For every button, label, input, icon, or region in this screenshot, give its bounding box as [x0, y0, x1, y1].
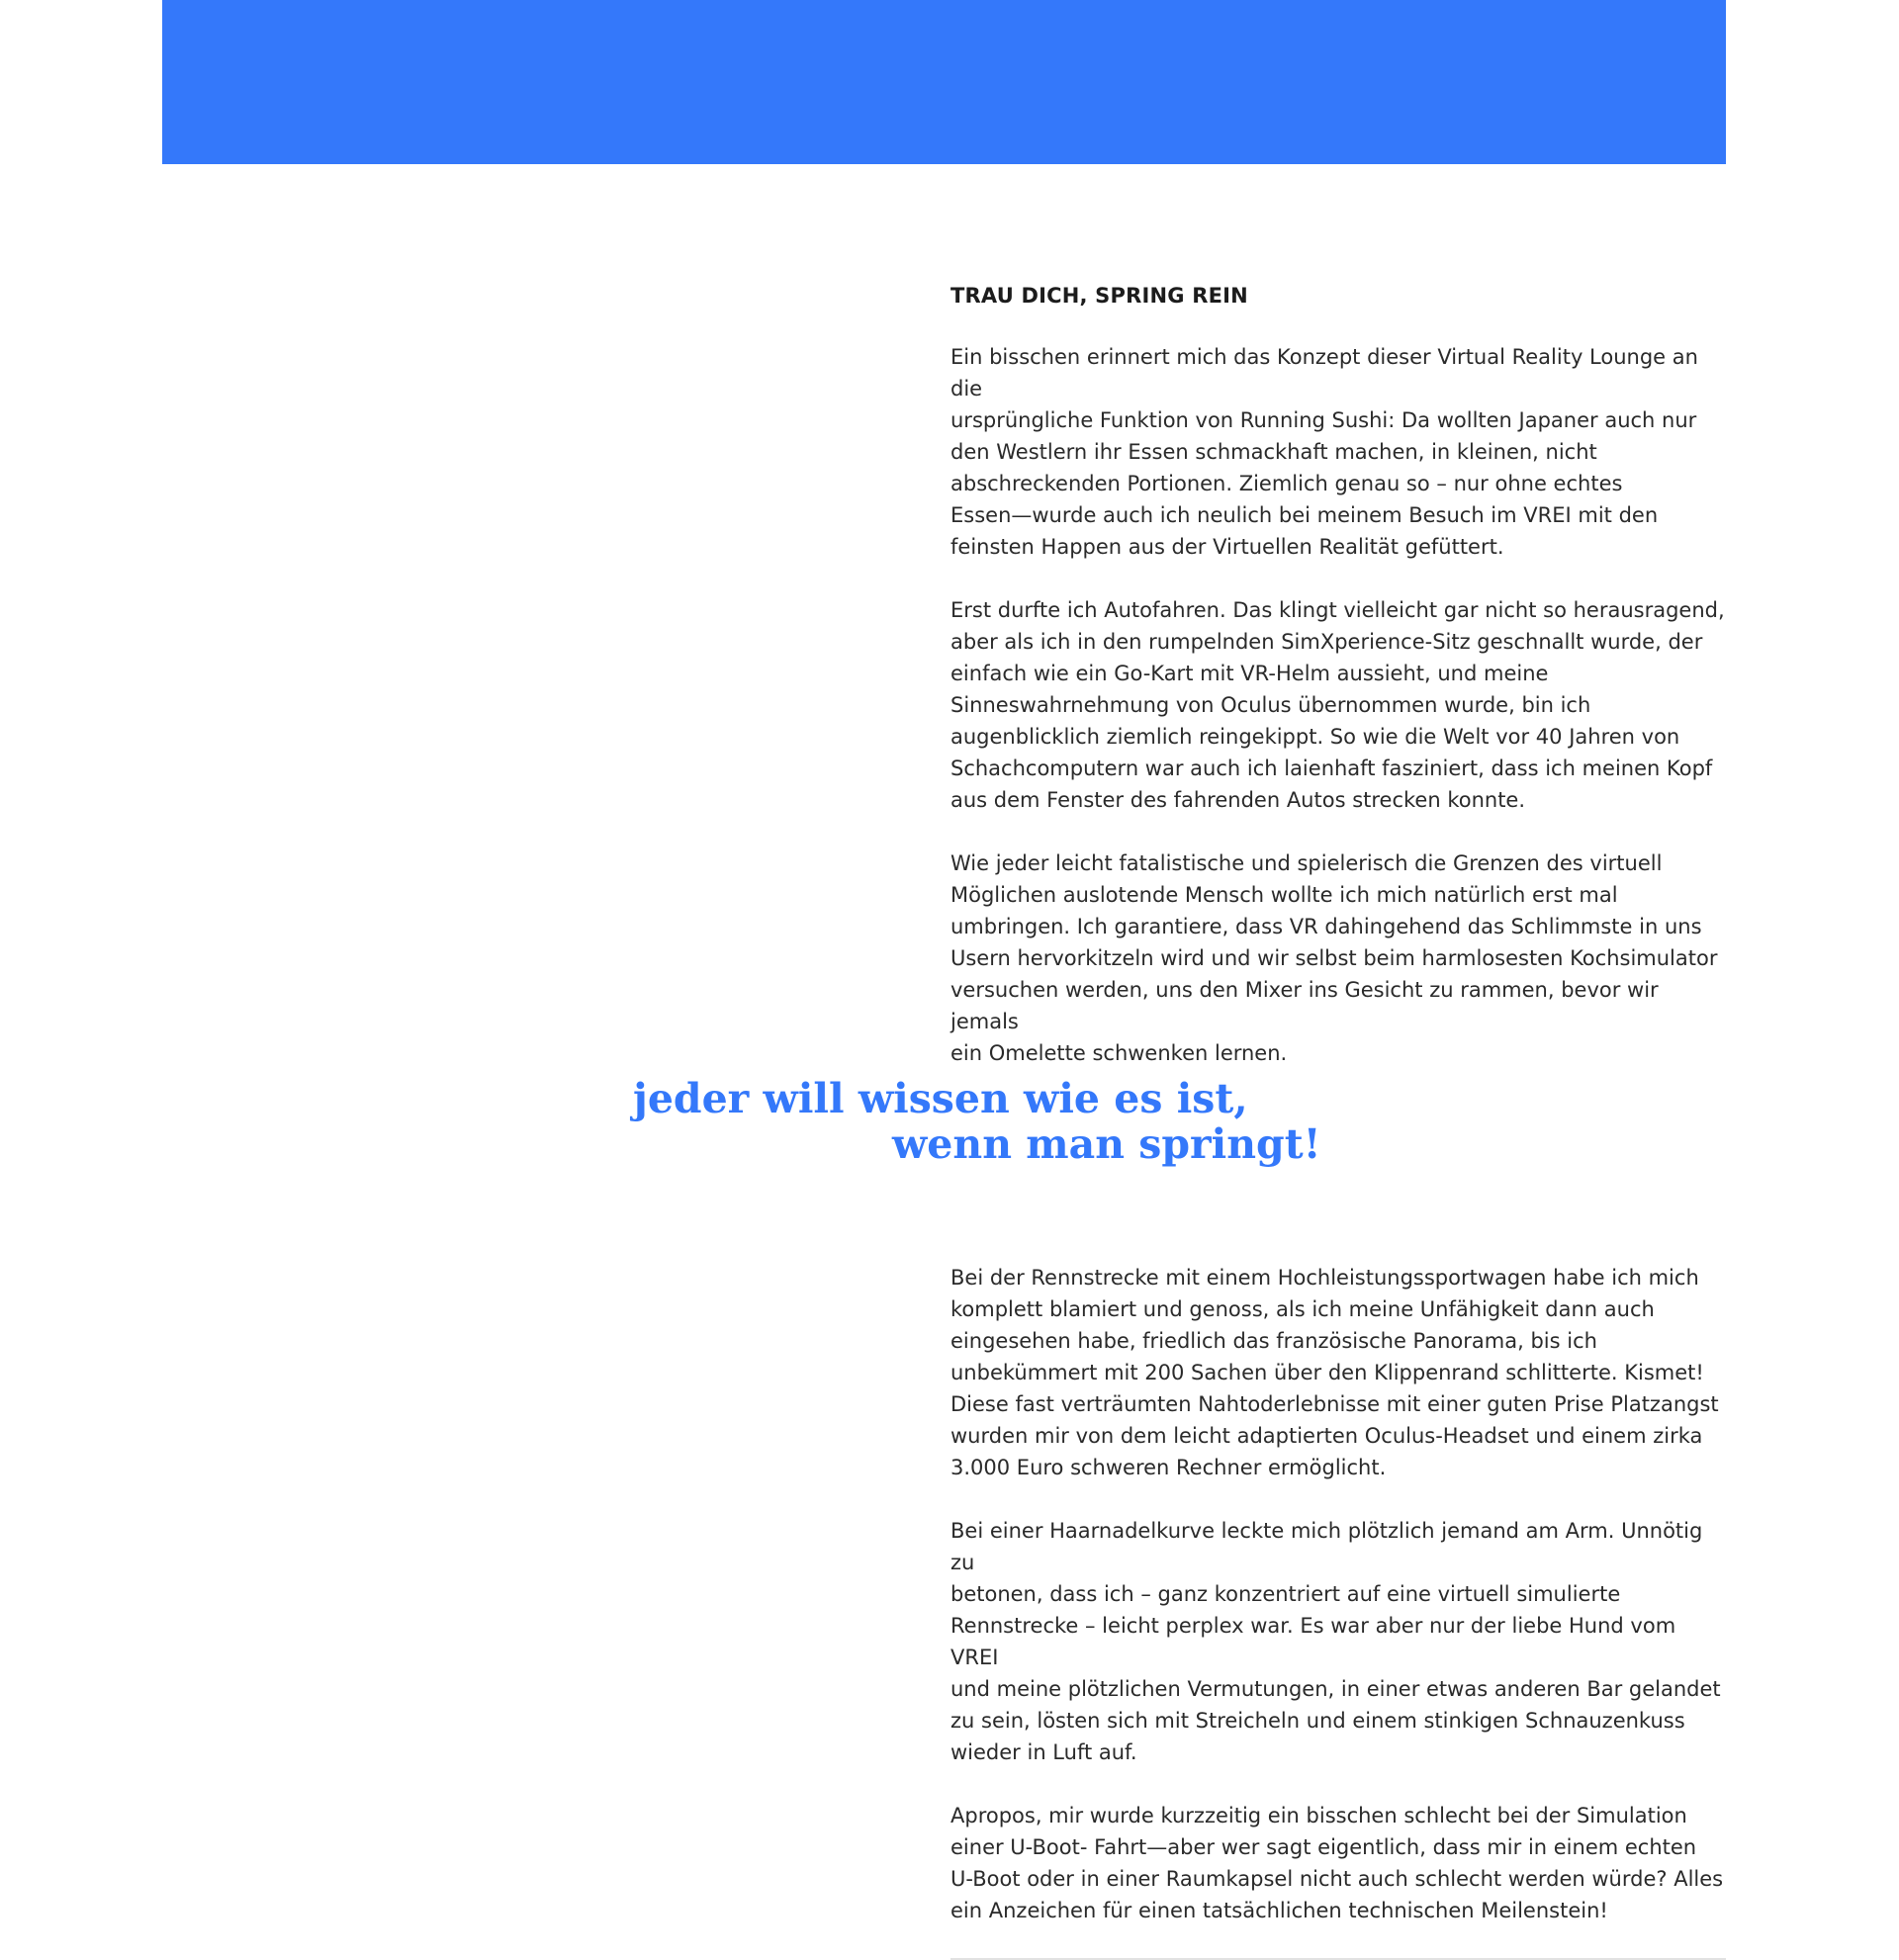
article-paragraph: Bei einer Haarnadelkurve leckte mich plötzlich jemand am Arm. Unnötig zu betonen, dass ich – ganz konzentriert auf eine virtuell simulierte Rennstrecke – leicht perplex war. Es war aber nur der liebe Hund vom VREI und meine plötzlichen Vermutungen, in einer etwas anderen Bar gelandet zu sein, lösten sich mit Streicheln und einem stinkigen Schnauzenkuss wieder in Luft auf. — [950, 1519, 1721, 1764]
article-paragraph: Erst durfte ich Autofahren. Das klingt vielleicht gar nicht so herausragend, aber als ich in den rumpelnden SimXperience-Sitz geschnallt wurde, der einfach wie ein Go-Kart mit VR-Helm aussieht, und meine Sinneswahrnehmung von Oculus übernommen wurde, bin ich augenblicklich ziemlich reingekippt. So wie die Welt vor 40 Jahren von Schachcomputern war auch ich laienhaft fasziniert, dass ich meinen Kopf aus dem Fenster des fahrenden Autos strecken konnte. — [950, 598, 1725, 812]
pull-quote-line-2: wenn man springt! — [892, 1120, 1321, 1168]
article-section-bottom — [950, 1262, 1726, 1958]
section-heading: TRAU DICH, SPRING REIN — [950, 284, 1248, 308]
article-paragraph: Ein bisschen erinnert mich das Konzept dieser Virtual Reality Lounge an die ursprüngliche Funktion von Running Sushi: Da wollten Japaner auch nur den Westlern ihr Essen schmackhaft machen, in kleinen, nicht abschreckenden Portionen. Ziemlich genau so – nur ohne echtes Essen—wurde auch ich neulich bei meinem Besuch im VREI mit den feinsten Happen aus der Virtuellen Realität gefüttert. — [950, 345, 1698, 559]
pull-quote-line-1: jeder will wissen wie es ist, — [633, 1075, 1248, 1122]
hero-banner — [162, 0, 1726, 164]
article-paragraph: Apropos, mir wurde kurzzeitig ein bisschen schlecht bei der Simulation einer U-Boot- Fahrt—aber wer sagt eigentlich, dass mir in einem echten U-Boot oder in einer Raumkapsel nicht auch schlecht werden würde? Alles ein Anzeichen für einen tatsächlichen technischen Meilenstein! — [950, 1804, 1724, 1922]
article-paragraph: Bei der Rennstrecke mit einem Hochleistungssportwagen habe ich mich komplett blamiert und genoss, als ich meine Unfähigkeit dann auch eingesehen habe, friedlich das französische Panorama, bis ich unbekümmert mit 200 Sachen über den Klippenrand schlitterte. Kismet! Diese fast verträumten Nahtoderlebnisse mit einer guten Prise Platzangst wurden mir von dem leicht adaptierten Oculus-Headset und einem zirka 3.000 Euro schweren Rechner ermöglicht. — [950, 1266, 1719, 1479]
article-paragraph: Wie jeder leicht fatalistische und spielerisch die Grenzen des virtuell Möglichen auslotende Mensch wollte ich mich natürlich erst mal umbringen. Ich garantiere, dass VR dahingehend das Schlimmste in uns Usern hervorkitzeln wird und wir selbst beim harmlosesten Kochsimulator versuchen werden, uns den Mixer ins Gesicht zu rammen, bevor wir jemals ein Omelette schwenken lernen. — [950, 851, 1718, 1065]
pull-quote — [633, 1076, 1385, 1167]
article-section-top — [950, 282, 1726, 1101]
